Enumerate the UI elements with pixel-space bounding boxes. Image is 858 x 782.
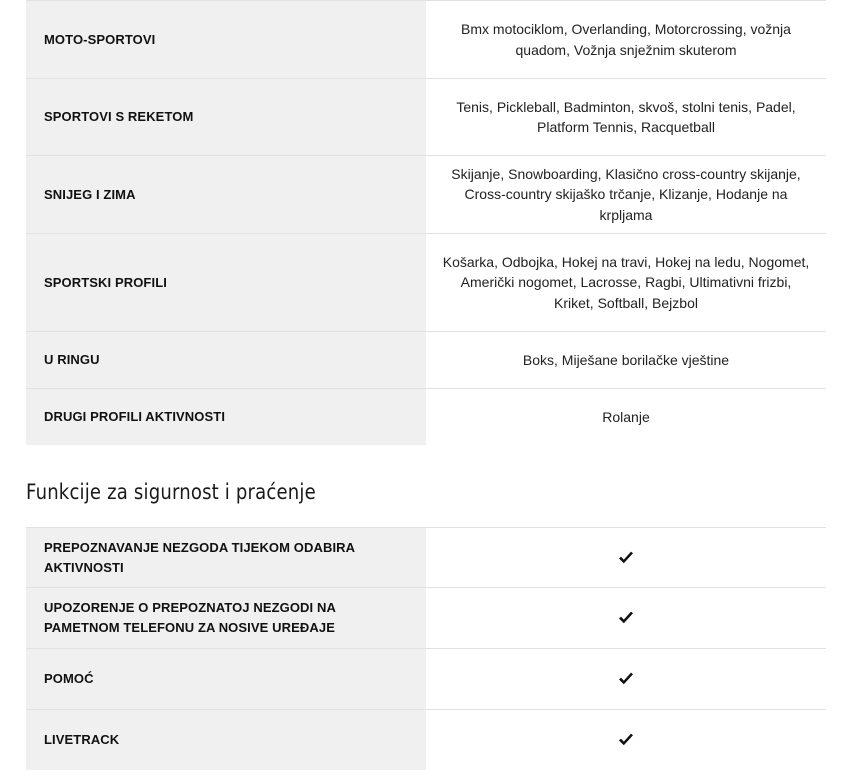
checkmark-icon xyxy=(618,733,634,747)
row-value: Skijanje, Snowboarding, Klasično cross-country skijanje, Cross-country skijaško trčanje, Klizanje, Hodanje na krpljama xyxy=(451,165,801,223)
table-row xyxy=(26,527,826,587)
section-title: Funkcije za sigurnost i praćenje xyxy=(26,480,316,504)
safety-features-table xyxy=(26,527,826,770)
row-label: SNIJEG I ZIMA xyxy=(26,156,426,233)
table-row xyxy=(26,388,826,445)
row-label: SPORTSKI PROFILI xyxy=(26,234,426,331)
table-row xyxy=(26,155,826,233)
row-label: UPOZORENJE O PREPOZNATOJ NEZGODI NA PAMETNOM TELEFONU ZA NOSIVE UREĐAJE xyxy=(26,588,426,648)
activity-profiles-table xyxy=(26,0,826,445)
checkmark-icon xyxy=(618,611,634,625)
row-label: SPORTOVI S REKETOM xyxy=(26,79,426,155)
checkmark-icon xyxy=(618,672,634,686)
row-label: PREPOZNAVANJE NEZGODA TIJEKOM ODABIRA AKTIVNOSTI xyxy=(26,528,426,587)
row-value xyxy=(426,528,826,587)
row-label: DRUGI PROFILI AKTIVNOSTI xyxy=(26,389,426,445)
row-value: Košarka, Odbojka, Hokej na travi, Hokej na ledu, Nogomet, Američki nogomet, Lacrosse, Ragbi, Ultimativni frizbi, Kriket, Softball, Bejzbol xyxy=(442,253,810,311)
table-row xyxy=(26,233,826,331)
row-value: Rolanje xyxy=(602,408,650,425)
table-row xyxy=(26,709,826,770)
row-value: Tenis, Pickleball, Badminton, skvoš, stolni tenis, Padel, Platform Tennis, Racquetball xyxy=(456,98,796,135)
row-label: POMOĆ xyxy=(26,649,426,709)
row-value: Bmx motociklom, Overlanding, Motorcrossing, vožnja quadom, Vožnja snježnim skuterom xyxy=(461,21,791,58)
table-row xyxy=(26,587,826,648)
table-row xyxy=(26,78,826,155)
row-value xyxy=(426,588,826,648)
row-label: MOTO-SPORTOVI xyxy=(26,1,426,78)
row-value: Boks, Miješane borilačke vještine xyxy=(522,351,730,368)
row-label: LIVETRACK xyxy=(26,710,426,770)
table-row xyxy=(26,331,826,388)
table-row xyxy=(26,648,826,709)
checkmark-icon xyxy=(618,551,634,565)
table-row xyxy=(26,0,826,78)
row-value xyxy=(426,649,826,709)
row-label: U RINGU xyxy=(26,332,426,388)
row-value xyxy=(426,710,826,770)
